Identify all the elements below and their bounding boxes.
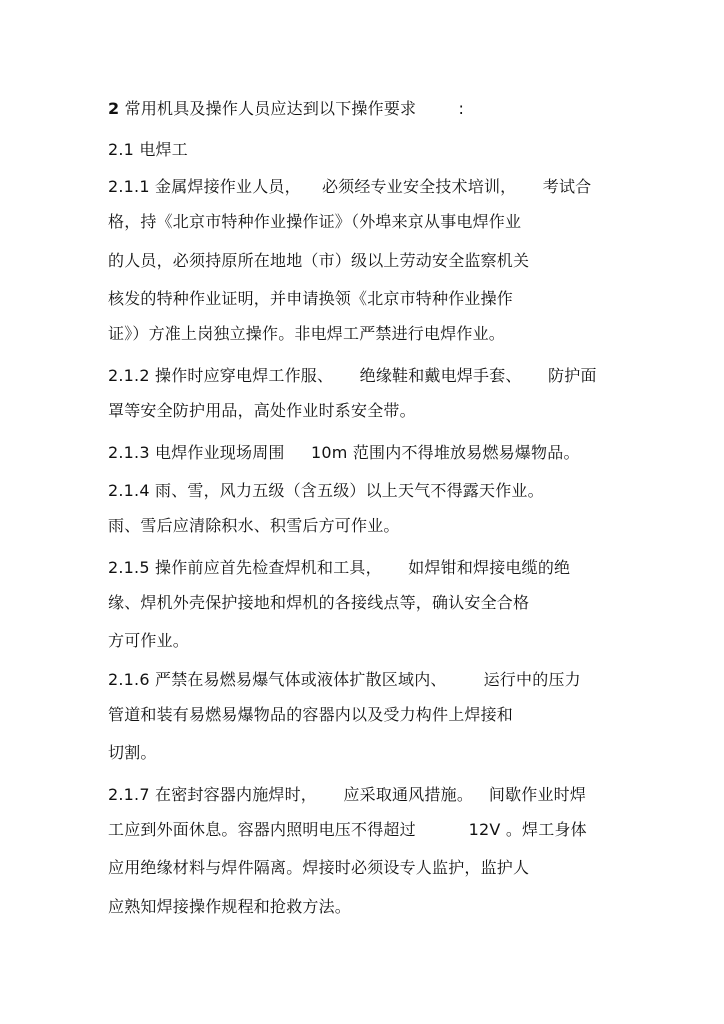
text-line: 2.1.5 操作前应首先检查焊机和工具， 如焊钳和焊接电缆的绝 <box>108 558 571 577</box>
section-heading <box>108 99 464 119</box>
text-line: 格，持《北京市特种作业操作证》（外埠来京从事电焊作业 <box>108 212 522 231</box>
text-line: 证》）方准上岗独立操作。非电焊工严禁进行电焊作业。 <box>108 324 506 343</box>
text-line: 2.1.6 严禁在易燃易爆气体或液体扩散区域内、 运行中的压力 <box>108 670 581 689</box>
text-line: 2.1.3 电焊作业现场周围 10m 范围内不得堆放易燃易爆物品。 <box>108 443 580 462</box>
text-line: 2.1.2 操作时应穿电焊工作服、 绝缘鞋和戴电焊手套、 防护面 <box>108 366 597 385</box>
section-number: 2 <box>108 99 120 118</box>
text-line: 2.1.4 雨、雪，风力五级（含五级）以上天气不得露天作业。 <box>108 481 544 500</box>
text-line: 雨、雪后应清除积水、积雪后方可作业。 <box>108 516 400 535</box>
text-line: 切割。 <box>108 743 157 762</box>
text-line: 缘、焊机外壳保护接地和焊机的各接线点等，确认安全合格 <box>108 593 530 612</box>
text-line: 2.1.1 金属焊接作业人员， 必须经专业安全技术培训， 考试合 <box>108 177 592 196</box>
section-title: 常用机具及操作人员应达到以下操作要求 : <box>119 99 465 118</box>
text-line: 应用绝缘材料与焊件隔离。焊接时必须设专人监护，监护人 <box>108 858 530 877</box>
text-line: 应熟知焊接操作规程和抢救方法。 <box>108 897 352 916</box>
text-line: 方可作业。 <box>108 631 190 650</box>
text-line: 核发的特种作业证明，并申请换领《北京市特种作业操作 <box>108 289 514 308</box>
text-line: 管道和装有易燃易爆物品的容器内以及受力构件上焊接和 <box>108 705 514 724</box>
text-line: 罩等安全防护用品，高处作业时系安全带。 <box>108 401 416 420</box>
subsection-heading: 2.1 电焊工 <box>108 140 188 159</box>
text-line: 2.1.7 在密封容器内施焊时， 应采取通风措施。 间歇作业时焊 <box>108 785 587 804</box>
text-line: 工应到外面休息。容器内照明电压不得超过 12V 。焊工身体 <box>108 820 587 839</box>
text-line: 的人员，必须持原所在地地（市）级以上劳动安全监察机关 <box>108 251 530 270</box>
